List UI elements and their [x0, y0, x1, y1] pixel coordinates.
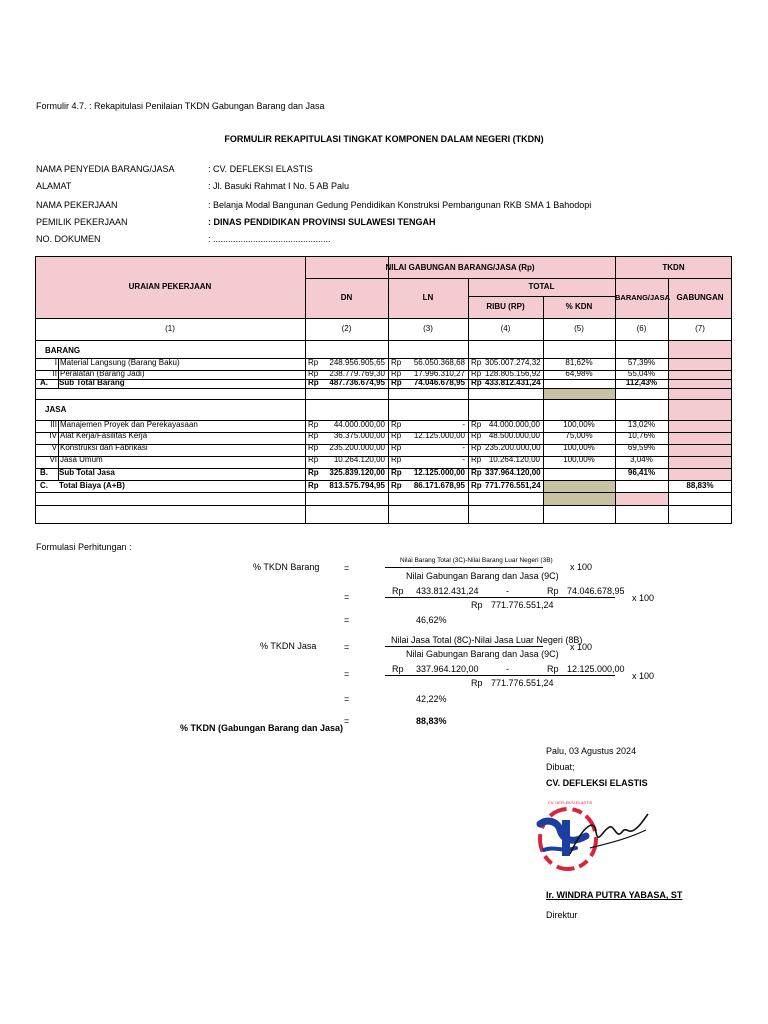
total-value: 128.805.156,92: [485, 369, 541, 378]
fraction-line: [385, 567, 543, 568]
kdn-value: 75,00%: [565, 431, 593, 440]
col-num-3: (3): [423, 324, 433, 333]
hline-h1b: [615, 278, 732, 279]
times-100: x 100: [570, 642, 593, 652]
hline-h3: [35, 318, 732, 319]
tkdn-gabungan-value: 88,83%: [686, 481, 714, 490]
barang-numerator-text: Nilai Barang Total (3C)-Nilai Barang Luar Negeri (3B): [400, 557, 553, 564]
rp-label: Rp: [392, 586, 404, 596]
total-value: 44.000.000,00: [488, 420, 540, 429]
dn-value: 235.200.000,00: [329, 443, 385, 452]
row-number: B.: [40, 468, 48, 477]
barang-result: 46,62%: [416, 615, 447, 625]
jasa-den-value: 771.776.551,24: [491, 678, 554, 688]
ln-value: -: [462, 420, 465, 429]
barang-denominator-text: Nilai Gabungan Barang dan Jasa (9C): [406, 571, 559, 581]
jasa-ln-value: 12.125.000,00: [567, 664, 625, 674]
stamp-text: CV. DEFLEKSI ELASTIS: [548, 800, 593, 805]
fraction-line: [385, 646, 543, 647]
total-value: 771.776.551,24: [485, 481, 541, 490]
row-description: Total Biaya (A+B): [59, 481, 125, 490]
rp-label: Rp: [308, 468, 319, 477]
hline-h4: [35, 340, 732, 341]
info-value-address: : Jl. Basuki Rahmat I No. 5 AB Palu: [208, 181, 350, 191]
rp-label: Rp: [471, 369, 482, 378]
dn-value: 813.575.794,95: [329, 481, 385, 490]
rp-label: Rp: [392, 664, 404, 674]
ln-value: -: [462, 443, 465, 452]
col-barangjasa-header: BARANG/JASA: [615, 293, 671, 302]
barang-ln-value: 74.046.678,95: [567, 586, 625, 596]
times-100: x 100: [632, 671, 655, 681]
dn-value: 248.956.905,65: [329, 358, 385, 367]
row-number: A.: [40, 378, 48, 387]
tkdn-barangjasa-value: 3,04%: [630, 455, 653, 464]
stamp-logo: [562, 820, 570, 856]
eq-sign: =: [344, 694, 350, 704]
rp-label: Rp: [471, 678, 483, 688]
hline-r4: [35, 388, 732, 389]
row-number: V: [51, 443, 57, 452]
rp-label: Rp: [391, 443, 402, 452]
eq-sign: =: [344, 669, 350, 679]
tkdn-barangjasa-value: 55,04%: [627, 369, 656, 378]
total-value: 433.812.431,24: [485, 378, 541, 387]
fraction-line: [385, 597, 615, 598]
row-number: II: [52, 369, 57, 378]
rp-label: Rp: [308, 369, 319, 378]
tkdn-barangjasa-value: 10,76%: [627, 431, 656, 440]
col-num-6: (6): [636, 324, 647, 333]
col-nilai-header: NILAI GABUNGAN BARANG/JASA (Rp): [385, 263, 535, 272]
rp-label: Rp: [308, 431, 319, 440]
jasa-num-value: 337.964.120,00: [416, 664, 479, 674]
info-label-address: ALAMAT: [36, 181, 72, 191]
tkdn-barangjasa-value: 96,41%: [627, 468, 656, 477]
fraction-line: [385, 675, 615, 676]
hline-r13: [35, 505, 732, 506]
hline-h1: [305, 278, 615, 279]
hline-r5: [35, 399, 732, 400]
row-description: Jasa Umum: [60, 455, 103, 464]
info-value-provider: : CV. DEFLEKSI ELASTIS: [208, 164, 313, 174]
kdn-value: 100,00%: [563, 455, 595, 464]
col-tkdn-header: TKDN: [662, 263, 685, 272]
col-kdn-header: % KDN: [565, 302, 593, 311]
rp-label: Rp: [391, 369, 402, 378]
col-num-1: (1): [165, 324, 175, 333]
info-value-project: : Belanja Modal Bangunan Gedung Pendidikan Konstruksi Pembangunan RKB SMA 1 Bahodopi: [208, 200, 592, 210]
dn-value: 10.264.120,00: [333, 455, 385, 464]
row-description: Manajemen Proyek dan Perekayasaan: [60, 420, 198, 429]
section-barang: BARANG: [45, 346, 81, 355]
rp-label: Rp: [391, 455, 402, 464]
dn-value: 325.839.120,00: [329, 468, 385, 477]
rp-label: Rp: [308, 455, 319, 464]
row-number: VI: [49, 455, 57, 464]
col-num-5: (5): [574, 324, 584, 333]
rp-label: Rp: [547, 586, 559, 596]
company-name: CV. DEFLEKSI ELASTIS: [546, 778, 648, 788]
ln-value: 17.996.310,27: [413, 369, 465, 378]
page-title: FORMULIR REKAPITULASI TINGKAT KOMPONEN DALAM NEGERI (TKDN): [224, 134, 544, 144]
ln-value: 56.050.368,68: [413, 358, 465, 367]
total-value: 305.007.274,32: [485, 358, 541, 367]
barang-num-value: 433.812.431,24: [416, 586, 479, 596]
dn-value: 36.375.000,00: [333, 431, 385, 440]
rp-label: Rp: [391, 378, 402, 387]
col-num-4: (4): [500, 324, 511, 333]
kdn-value: 100,00%: [563, 443, 595, 452]
times-100: x 100: [570, 562, 593, 572]
total-value: 337.964.120,00: [485, 468, 541, 477]
place-date: Palu, 03 Agustus 2024: [546, 746, 637, 756]
col-gabungan-header: GABUNGAN: [676, 293, 724, 302]
handwritten-signature: [590, 830, 646, 848]
rp-label: Rp: [391, 420, 402, 429]
row-description: Peralatan (Barang Jadi): [60, 369, 145, 378]
total-value: 48.500.000,00: [488, 431, 540, 440]
dn-value: 238.779.769,30: [329, 369, 385, 378]
rp-label: Rp: [471, 468, 482, 477]
eq-sign: =: [344, 563, 350, 573]
row-number: IV: [49, 431, 57, 440]
minus-sign: -: [506, 664, 509, 674]
eq-sign: =: [344, 592, 350, 602]
ln-value: 12.125.000,00: [413, 431, 465, 440]
hline-r12: [35, 492, 732, 493]
section-jasa: JASA: [45, 405, 67, 414]
barang-den-value: 771.776.551,24: [491, 600, 554, 610]
info-label-document: NO. DOKUMEN: [36, 234, 101, 244]
rp-label: Rp: [391, 468, 402, 477]
rp-label: Rp: [308, 378, 319, 387]
tkdn-barang-label: % TKDN Barang: [253, 562, 320, 572]
signatory-name: Ir. WINDRA PUTRA YABASA, ST: [546, 890, 683, 900]
rp-label: Rp: [391, 481, 402, 490]
recap-table: [35, 256, 732, 524]
col-ln-header: LN: [422, 293, 434, 302]
info-label-project: NAMA PEKERJAAN: [36, 200, 118, 210]
total-value: 235.200.000,00: [485, 443, 541, 452]
row-description: Sub Total Jasa: [59, 468, 115, 477]
info-label-owner: PEMILIK PEKERJAAN: [36, 217, 128, 227]
info-value-owner: : DINAS PENDIDIKAN PROVINSI SULAWESI TENGAH: [208, 217, 436, 227]
tkdn-barangjasa-value: 13,02%: [627, 420, 656, 429]
ln-value: -: [462, 455, 465, 464]
rp-label: Rp: [471, 431, 482, 440]
row-number: I: [54, 358, 57, 367]
rp-label: Rp: [471, 481, 482, 490]
tkdn-barangjasa-value: 69,59%: [627, 443, 656, 452]
row-description: Material Langsung (Barang Baku): [60, 358, 180, 367]
col-total-header: TOTAL: [528, 282, 555, 291]
tkdn-jasa-label: % TKDN Jasa: [260, 641, 317, 651]
total-value: 10.264.120,00: [488, 455, 540, 464]
dn-value: 44.000.000,00: [333, 420, 385, 429]
row-number: C.: [40, 481, 48, 490]
rp-label: Rp: [308, 443, 319, 452]
form-reference: Formulir 4.7. : Rekapitulasi Penilaian TKDN Gabungan Barang dan Jasa: [36, 101, 325, 111]
rp-label: Rp: [391, 358, 402, 367]
signatory-position: Direktur: [546, 910, 578, 920]
kdn-value: 100,00%: [563, 420, 595, 429]
rp-label: Rp: [308, 358, 319, 367]
tkdn-gabungan-label: % TKDN (Gabungan Barang dan Jasa): [180, 723, 344, 733]
eq-sign: =: [344, 615, 350, 625]
eq-sign: =: [344, 642, 350, 652]
rp-label: Rp: [471, 420, 482, 429]
company-stamp-signature: [530, 792, 660, 892]
jasa-numerator-text: Nilai Jasa Total (8C)-Nilai Jasa Luar Negeri (8B): [391, 635, 583, 645]
gabungan-result: 88,83%: [416, 716, 447, 726]
rp-label: Rp: [471, 358, 482, 367]
formula-heading: Formulasi Perhitungan :: [36, 542, 132, 552]
row-description: Konstruksi dan Fabrikasi: [60, 443, 148, 452]
ln-value: 86.171.678,95: [413, 481, 465, 490]
rp-label: Rp: [391, 431, 402, 440]
tkdn-barangjasa-value: 112,43%: [625, 378, 658, 387]
info-value-document: : ...............................................: [208, 234, 331, 244]
dn-value: 487.736.674,95: [329, 378, 385, 387]
info-label-provider: NAMA PENYEDIA BARANG/JASA: [36, 164, 175, 174]
jasa-denominator-text: Nilai Gabungan Barang dan Jasa (9C): [406, 649, 559, 659]
made-by: Dibuat;: [546, 762, 575, 772]
hline-h2: [468, 296, 615, 297]
eq-sign: =: [344, 716, 350, 726]
vline-total: [468, 278, 469, 524]
rp-label: Rp: [471, 455, 482, 464]
rp-label: Rp: [308, 420, 319, 429]
tkdn-barangjasa-value: 57,39%: [627, 358, 656, 367]
col-dn-header: DN: [340, 293, 353, 302]
row-number: III: [50, 420, 57, 429]
row-description: Alat Kerja/Fasilitas Kerja: [60, 431, 148, 440]
kdn-value: 81,62%: [565, 358, 593, 367]
times-100: x 100: [632, 593, 655, 603]
minus-sign: -: [506, 586, 509, 596]
row-description: Sub Total Barang: [59, 378, 125, 387]
rp-label: Rp: [471, 378, 482, 387]
rp-label: Rp: [471, 600, 483, 610]
ln-value: 12.125.000,00: [413, 468, 465, 477]
rp-label: Rp: [471, 443, 482, 452]
col-uraian-header: URAIAN PEKERJAAN: [128, 282, 212, 291]
col-num-7: (7): [695, 324, 705, 333]
rp-label: Rp: [547, 664, 559, 674]
col-num-2: (2): [341, 324, 352, 333]
jasa-result: 42,22%: [416, 694, 447, 704]
ln-value: 74.046.678,95: [413, 378, 465, 387]
kdn-value: 64,98%: [565, 369, 593, 378]
rp-label: Rp: [308, 481, 319, 490]
col-ribu-header: RIBU (RP): [486, 302, 525, 311]
